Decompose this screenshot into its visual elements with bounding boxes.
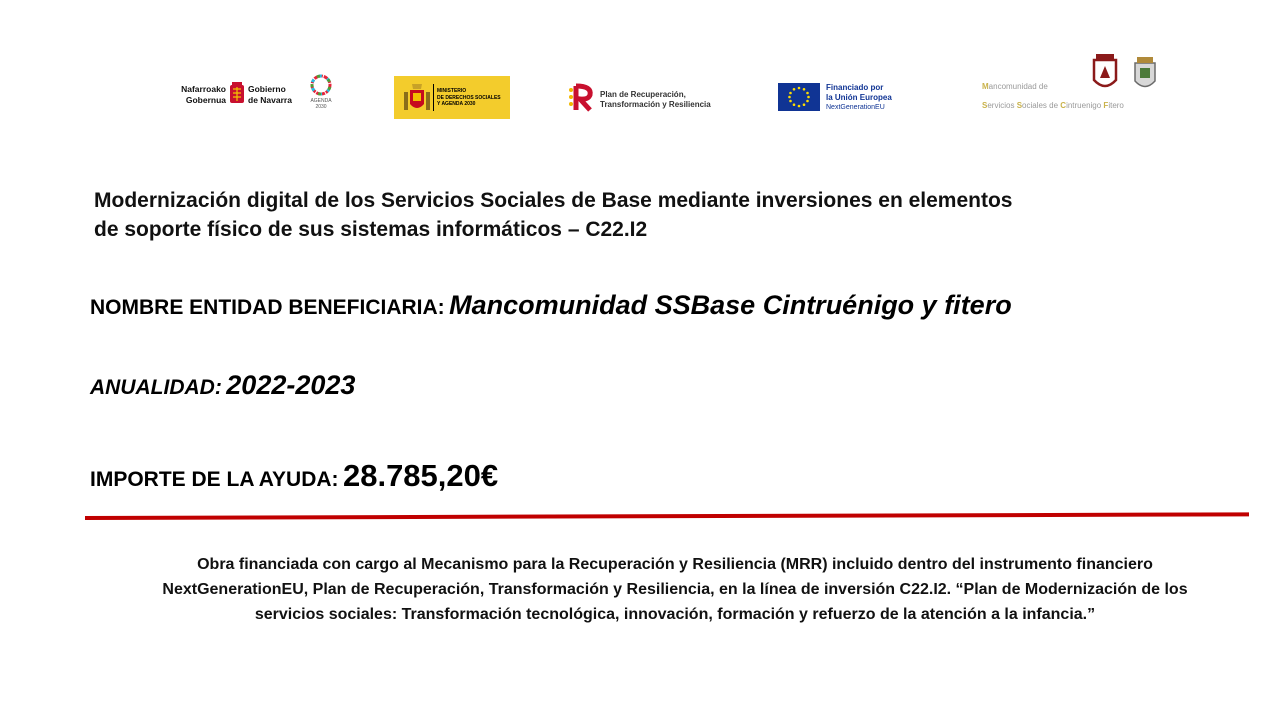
mancomunidad-line1: Mancomunidad de xyxy=(982,82,1048,91)
amount-value: 28.785,20€ xyxy=(342,458,499,493)
plan-recuperacion-icon xyxy=(568,82,596,112)
navarra-shield-icon xyxy=(229,82,245,106)
agenda-2030-text: AGENDA 2030 xyxy=(310,98,332,110)
ministerio-divider xyxy=(433,84,434,111)
agenda-2030-logo xyxy=(306,74,336,112)
project-title: Modernización digital de los Servicios Sociales de Base mediante inversiones en elementos de soporte físico de sus sistemas informáticos – C22.I2 xyxy=(94,189,1013,241)
red-divider-line xyxy=(85,512,1249,520)
navarra-spanish-text: Gobierno de Navarra xyxy=(248,84,292,105)
fitero-crest-icon xyxy=(1132,56,1158,92)
mancomunidad-line2: Servicios Sociales de Cintruenigo Fitero xyxy=(982,101,1124,110)
eu-flag-icon xyxy=(778,83,820,111)
ministerio-text: MINISTERIO DE DERECHOS SOCIALES Y AGENDA 2030 xyxy=(437,88,501,107)
mancomunidad-logo xyxy=(982,54,1162,116)
plan-recuperacion-logo xyxy=(568,82,728,114)
funding-footnote: Obra financiada con cargo al Mecanismo para la Recuperación y Resiliencia (MRR) incluido dentro del instrumento financiero NextGenerationEU, Plan de Recuperación, Transformación y Resiliencia, en la línea de inversión C22.I2. “Plan de Modernización de los servicios sociales: Transformación tecnológica, innovación, formación y refuerzo de la atención a la infancia.” xyxy=(162,556,1188,623)
beneficiary-label: NOMBRE ENTIDAD BENEFICIARIA: xyxy=(90,296,445,319)
eu-funding-logo xyxy=(778,83,908,113)
annuity-row xyxy=(90,370,355,401)
cintruenigo-crest-icon xyxy=(1092,54,1118,92)
gobierno-navarra-logo xyxy=(178,74,338,114)
amount-row xyxy=(90,458,498,494)
ministerio-derechos-sociales-logo xyxy=(394,76,510,119)
annuity-value: 2022-2023 xyxy=(226,370,356,400)
spain-crest-icon xyxy=(402,82,432,114)
annuity-label: ANUALIDAD: xyxy=(90,376,222,399)
beneficiary-value: Mancomunidad SSBase Cintruénigo y fitero xyxy=(449,290,1012,320)
sdg-wheel-icon xyxy=(306,74,336,98)
eu-funded-text: Financiado por la Unión Europea xyxy=(826,83,892,102)
plan-recuperacion-text: Plan de Recuperación, Transformación y Resiliencia xyxy=(600,90,711,109)
next-generation-eu-text: NextGenerationEU xyxy=(826,104,885,111)
navarra-basque-text: Nafarroako Gobernua xyxy=(181,84,226,105)
beneficiary-row xyxy=(90,290,1012,321)
amount-label: IMPORTE DE LA AYUDA: xyxy=(90,468,339,491)
